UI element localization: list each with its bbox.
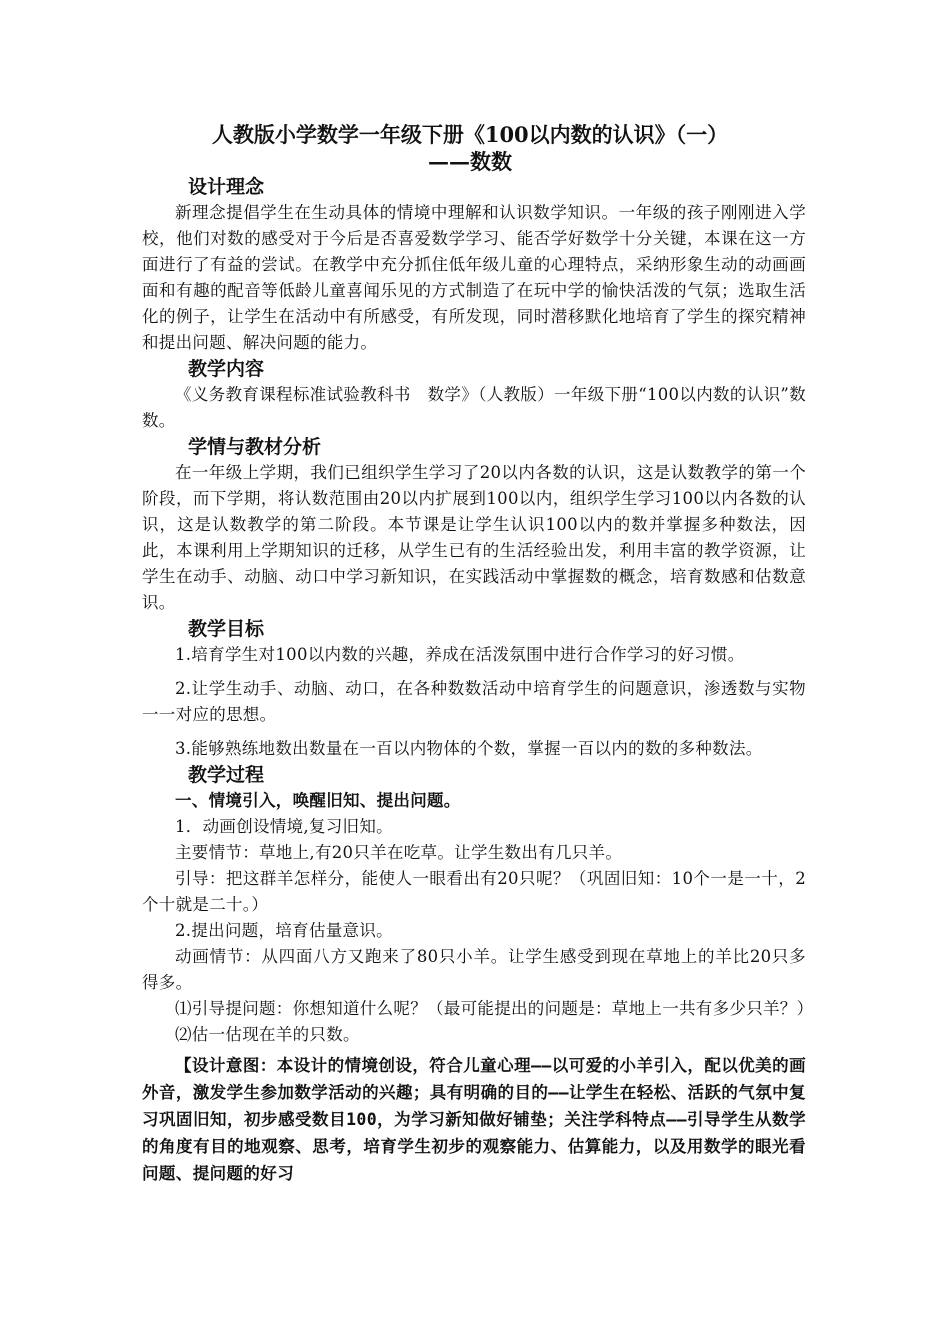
section-heading-content: 教学内容 bbox=[188, 358, 265, 380]
content-paragraph: 《义务教育课程标准试验教科书 数学》（人教版）一年级下册“100以内数的认识”数数。 bbox=[142, 385, 806, 430]
document-body bbox=[142, 174, 814, 1187]
process-line: 2.提出问题，培育估量意识。 bbox=[175, 921, 393, 940]
section-heading-concept: 设计理念 bbox=[188, 176, 265, 198]
process-line: 引导：把这群羊怎样分，能使人一眼看出有20只呢？（巩固旧知：10个一是一十，2个十就是二十。） bbox=[142, 869, 806, 914]
process-line: 主要情节：草地上,有20只羊在吃草。让学生数出有几只羊。 bbox=[175, 843, 623, 862]
process-line: ⑵估一估现在羊的只数。 bbox=[175, 1025, 360, 1044]
document-subtitle: ——数数 bbox=[428, 149, 512, 174]
goal-item: 3.能够熟练地数出数量在一百以内物体的个数，掌握一百以内的数的多种数法。 bbox=[175, 739, 763, 758]
document-title: 人教版小学数学一年级下册《100以内数的认识》（一） bbox=[211, 122, 729, 147]
design-intent-paragraph: 【设计意图：本设计的情境创设，符合儿童心理——以可爱的小羊引入，配以优美的画外音，激发学生参加数学活动的兴趣；具有明确的目的——让学生在轻松、活跃的气氛中复习巩固旧知，初步感受数目100，为学习新知做好铺垫；关注学科特点——引导学生从数学的角度有目的地观察、思考，培育学生初步的观察能力、估算能力，以及用数学的眼光看问题、提问题的好习 bbox=[142, 1056, 806, 1183]
process-step-title: 一、情境引入，唤醒旧知、提出问题。 bbox=[175, 791, 461, 810]
process-line: 1．动画创设情境,复习旧知。 bbox=[175, 817, 393, 836]
process-line: ⑴引导提问题：你想知道什么呢？（最可能提出的问题是：草地上一共有多少只羊？） bbox=[175, 999, 814, 1018]
section-heading-goals: 教学目标 bbox=[188, 618, 265, 640]
section-heading-analysis: 学情与教材分析 bbox=[188, 436, 322, 458]
goal-item: 2.让学生动手、动脑、动口，在各种数数活动中培育学生的问题意识，渗透数与实物一一对应的思想。 bbox=[142, 679, 806, 724]
analysis-paragraph: 在一年级上学期，我们已组织学生学习了20以内各数的认识，这是认数教学的第一个阶段，而下学期，将认数范围由20以内扩展到100以内，组织学生学习100以内各数的认识，这是认数教学的第二阶段。本节课是让学生认识100以内的数并掌握多种数法，因此，本课利用上学期知识的迁移，从学生已有的生活经验出发，利用丰富的教学资源，让学生在动手、动脑、动口中学习新知识，在实践活动中掌握数的概念，培育数感和估数意识。 bbox=[142, 463, 806, 612]
section-heading-process: 教学过程 bbox=[188, 764, 265, 786]
process-line: 动画情节：从四面八方又跑来了80只小羊。让学生感受到现在草地上的羊比20只多得多。 bbox=[142, 947, 806, 992]
concept-paragraph: 新理念提倡学生在生动具体的情境中理解和认识数学知识。一年级的孩子刚刚进入学校，他们对数的感受对于今后是否喜爱数学学习、能否学好数学十分关键，本课在这一方面进行了有益的尝试。在教学中充分抓住低年级儿童的心理特点，采纳形象生动的动画画面和有趣的配音等低龄儿童喜闻乐见的方式制造了在玩中学的愉快活泼的气氛；选取生活化的例子，让学生在活动中有所感受，有所发现，同时潜移默化地培育了学生的探究精神和提出问题、解决问题的能力。 bbox=[142, 203, 806, 352]
goal-item: 1.培育学生对100以内数的兴趣，养成在活泼氛围中进行合作学习的好习惯。 bbox=[175, 645, 745, 664]
